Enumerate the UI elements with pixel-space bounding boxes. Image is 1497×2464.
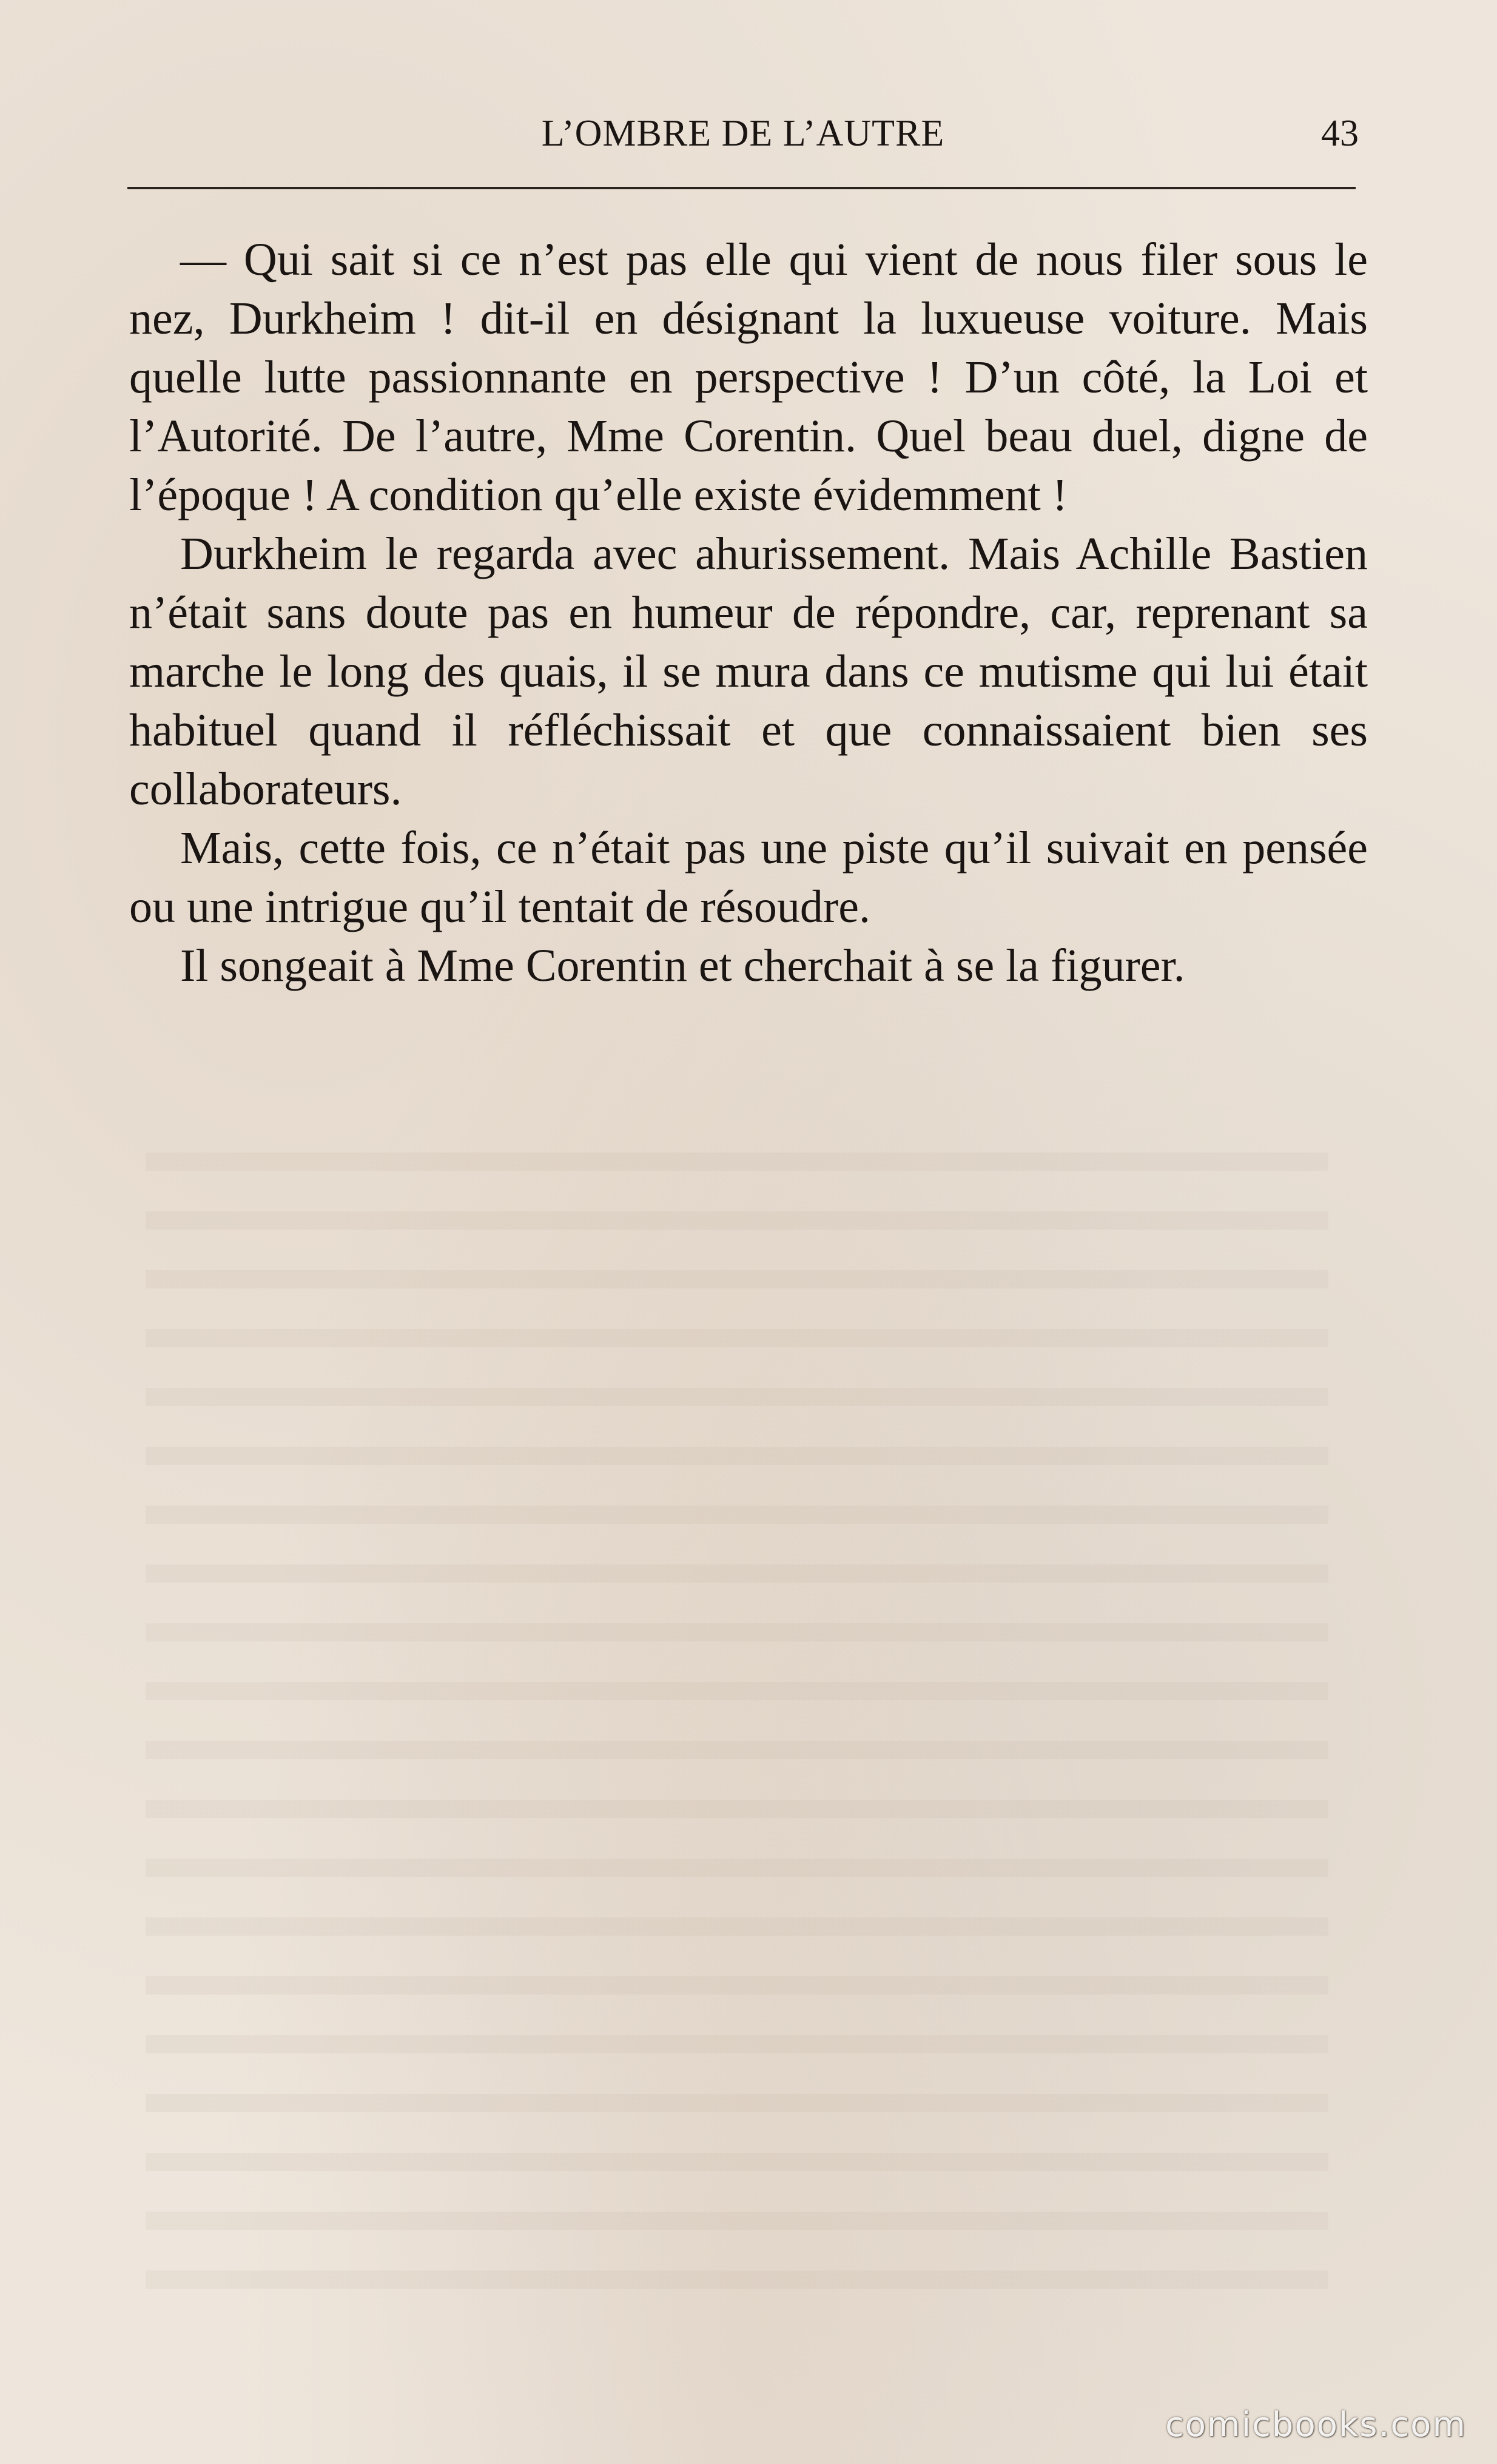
running-title: L’OMBRE DE L’AUTRE bbox=[541, 113, 945, 154]
paragraph-1: — Qui sait si ce n’est pas elle qui vient de nous filer sous le nez, Durkheim ! dit-il en désignant la luxueuse voiture. Mais quelle lutte passionnante en perspective ! D’un côté, la Loi et l’Autorité. De l’autre, Mme Corentin. Quel beau duel, digne de l’époque ! A condition qu’elle existe évidemment ! bbox=[129, 234, 1368, 520]
show-through-texture bbox=[146, 1153, 1328, 2305]
paragraph-2: Durkheim le regarda avec ahurissement. Mais Achille Bastien n’était sans doute pas en humeur de répondre, car, reprenant sa marche le long des quais, il se mura dans ce mutisme qui lui était habituel quand il réfléchissait et que connaissaient bien ses collaborateurs. bbox=[129, 528, 1368, 815]
watermark: comicbooks.com bbox=[1165, 2405, 1467, 2445]
running-head bbox=[127, 106, 1359, 161]
paragraph-3: Mais, cette fois, ce n’était pas une piste qu’il suivait en pensée ou une intrigue qu’il tentait de résoudre. bbox=[129, 823, 1368, 932]
page-number: 43 bbox=[1321, 113, 1359, 154]
paragraph-4: Il songeait à Mme Corentin et cherchait à se la figurer. bbox=[180, 940, 1185, 991]
header-rule bbox=[127, 187, 1356, 189]
body-text bbox=[129, 231, 1368, 995]
